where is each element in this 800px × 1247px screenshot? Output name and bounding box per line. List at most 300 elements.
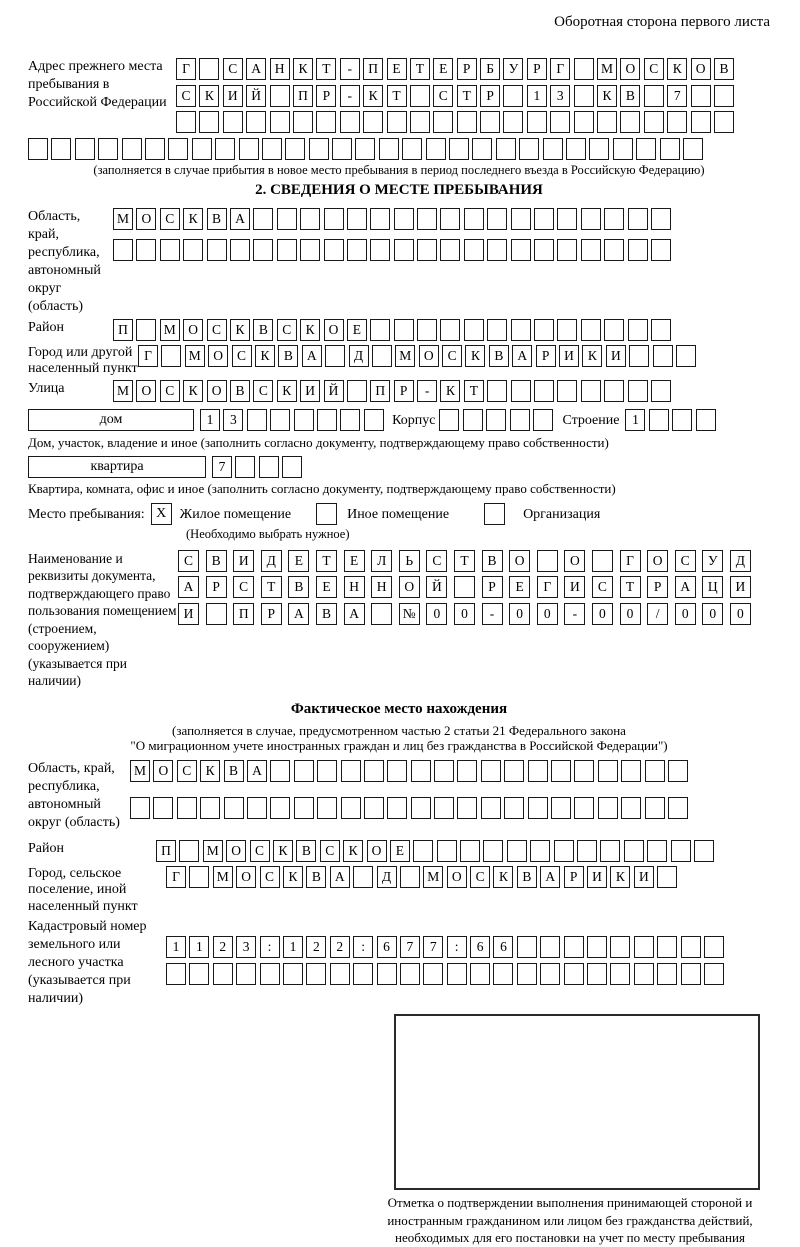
char-cell[interactable] (353, 963, 373, 985)
char-cell[interactable] (434, 760, 454, 782)
char-cell[interactable] (487, 380, 507, 402)
char-cell[interactable] (439, 409, 459, 431)
char-cell[interactable] (161, 345, 181, 367)
char-cell[interactable]: Р (394, 380, 414, 402)
char-cell[interactable]: С (253, 380, 273, 402)
char-cell[interactable] (550, 111, 570, 133)
char-cell[interactable] (370, 319, 390, 341)
char-cell[interactable] (487, 319, 507, 341)
char-cell[interactable]: Й (324, 380, 344, 402)
char-cell[interactable] (577, 840, 597, 862)
char-cell[interactable]: 0 (509, 603, 530, 625)
char-cell[interactable] (189, 866, 209, 888)
char-cell[interactable] (634, 963, 654, 985)
char-cell[interactable]: К (440, 380, 460, 402)
char-cell[interactable] (341, 797, 361, 819)
char-cell[interactable] (270, 85, 290, 107)
al-kadastr-row-2[interactable] (166, 963, 727, 985)
char-cell[interactable]: И (178, 603, 199, 625)
char-cell[interactable]: К (610, 866, 630, 888)
char-cell[interactable]: В (489, 345, 509, 367)
char-cell[interactable] (262, 138, 282, 160)
char-cell[interactable] (574, 797, 594, 819)
char-cell[interactable]: У (702, 550, 723, 572)
char-cell[interactable]: С (232, 345, 252, 367)
char-cell[interactable] (400, 963, 420, 985)
char-cell[interactable]: С (426, 550, 447, 572)
char-cell[interactable] (598, 797, 618, 819)
char-cell[interactable]: И (300, 380, 320, 402)
char-cell[interactable]: О (153, 760, 173, 782)
char-cell[interactable]: М (423, 866, 443, 888)
s2-document-row-1[interactable] (178, 550, 757, 572)
char-cell[interactable]: М (113, 208, 133, 230)
char-cell[interactable] (681, 936, 701, 958)
char-cell[interactable] (636, 138, 656, 160)
char-cell[interactable]: Т (261, 576, 282, 598)
char-cell[interactable] (598, 760, 618, 782)
char-cell[interactable]: С (207, 319, 227, 341)
char-cell[interactable] (199, 111, 219, 133)
char-cell[interactable]: А (344, 603, 365, 625)
char-cell[interactable]: Ц (702, 576, 723, 598)
char-cell[interactable] (260, 963, 280, 985)
char-cell[interactable]: 2 (330, 936, 350, 958)
char-cell[interactable] (325, 345, 345, 367)
char-cell[interactable] (564, 936, 584, 958)
char-cell[interactable] (557, 208, 577, 230)
char-cell[interactable] (507, 840, 527, 862)
char-cell[interactable] (691, 111, 711, 133)
char-cell[interactable] (236, 963, 256, 985)
char-cell[interactable] (177, 797, 197, 819)
char-cell[interactable] (387, 111, 407, 133)
char-cell[interactable]: К (363, 85, 383, 107)
char-cell[interactable]: С (260, 866, 280, 888)
char-cell[interactable] (628, 208, 648, 230)
char-cell[interactable]: Т (457, 85, 477, 107)
char-cell[interactable]: И (564, 576, 585, 598)
char-cell[interactable] (621, 760, 641, 782)
char-cell[interactable]: О (236, 866, 256, 888)
char-cell[interactable]: М (213, 866, 233, 888)
char-cell[interactable]: 7 (667, 85, 687, 107)
char-cell[interactable]: / (647, 603, 668, 625)
al-gorod-row[interactable] (166, 866, 681, 888)
char-cell[interactable] (440, 208, 460, 230)
char-cell[interactable] (651, 208, 671, 230)
char-cell[interactable] (282, 456, 302, 478)
char-cell[interactable]: 0 (620, 603, 641, 625)
char-cell[interactable] (540, 963, 560, 985)
char-cell[interactable] (434, 797, 454, 819)
char-cell[interactable] (714, 85, 734, 107)
char-cell[interactable]: К (255, 345, 275, 367)
char-cell[interactable] (411, 760, 431, 782)
char-cell[interactable]: К (343, 840, 363, 862)
char-cell[interactable] (651, 380, 671, 402)
char-cell[interactable] (704, 963, 724, 985)
char-cell[interactable]: 0 (675, 603, 696, 625)
char-cell[interactable]: К (183, 208, 203, 230)
char-cell[interactable] (377, 963, 397, 985)
char-cell[interactable]: В (296, 840, 316, 862)
char-cell[interactable]: О (691, 58, 711, 80)
char-cell[interactable] (581, 319, 601, 341)
char-cell[interactable]: - (482, 603, 503, 625)
prev-address-row-3[interactable] (176, 111, 737, 133)
char-cell[interactable]: 0 (454, 603, 475, 625)
char-cell[interactable] (437, 840, 457, 862)
char-cell[interactable] (394, 239, 414, 261)
char-cell[interactable]: М (203, 840, 223, 862)
char-cell[interactable] (300, 208, 320, 230)
char-cell[interactable]: О (564, 550, 585, 572)
s2-rayon-row[interactable] (113, 319, 674, 341)
char-cell[interactable] (330, 963, 350, 985)
char-cell[interactable]: О (620, 58, 640, 80)
char-cell[interactable] (621, 797, 641, 819)
char-cell[interactable] (574, 85, 594, 107)
char-cell[interactable] (113, 239, 133, 261)
char-cell[interactable]: П (233, 603, 254, 625)
char-cell[interactable] (247, 409, 267, 431)
char-cell[interactable] (581, 239, 601, 261)
char-cell[interactable] (433, 111, 453, 133)
char-cell[interactable] (597, 111, 617, 133)
char-cell[interactable] (440, 239, 460, 261)
char-cell[interactable]: Г (537, 576, 558, 598)
al-rayon-row[interactable] (156, 840, 717, 862)
char-cell[interactable]: В (206, 550, 227, 572)
char-cell[interactable] (413, 840, 433, 862)
char-cell[interactable] (667, 111, 687, 133)
char-cell[interactable] (235, 456, 255, 478)
char-cell[interactable]: Р (480, 85, 500, 107)
char-cell[interactable] (486, 409, 506, 431)
char-cell[interactable] (160, 239, 180, 261)
char-cell[interactable] (511, 239, 531, 261)
char-cell[interactable] (75, 138, 95, 160)
char-cell[interactable]: С (470, 866, 490, 888)
char-cell[interactable] (464, 319, 484, 341)
char-cell[interactable]: Е (509, 576, 530, 598)
char-cell[interactable]: В (207, 208, 227, 230)
char-cell[interactable] (199, 58, 219, 80)
char-cell[interactable]: В (316, 603, 337, 625)
char-cell[interactable]: Т (454, 550, 475, 572)
char-cell[interactable]: 2 (306, 936, 326, 958)
char-cell[interactable] (454, 576, 475, 598)
char-cell[interactable] (400, 866, 420, 888)
char-cell[interactable] (483, 840, 503, 862)
char-cell[interactable] (551, 797, 571, 819)
char-cell[interactable] (510, 409, 530, 431)
char-cell[interactable] (122, 138, 142, 160)
char-cell[interactable]: А (247, 760, 267, 782)
char-cell[interactable] (651, 319, 671, 341)
char-cell[interactable] (463, 409, 483, 431)
char-cell[interactable]: Р (206, 576, 227, 598)
char-cell[interactable]: И (559, 345, 579, 367)
char-cell[interactable] (470, 963, 490, 985)
char-cell[interactable] (324, 208, 344, 230)
char-cell[interactable] (696, 409, 716, 431)
char-cell[interactable]: В (306, 866, 326, 888)
char-cell[interactable] (176, 111, 196, 133)
char-cell[interactable]: В (288, 576, 309, 598)
char-cell[interactable]: № (399, 603, 420, 625)
char-cell[interactable] (672, 409, 692, 431)
char-cell[interactable] (294, 409, 314, 431)
char-cell[interactable] (394, 208, 414, 230)
char-cell[interactable]: О (226, 840, 246, 862)
char-cell[interactable] (503, 85, 523, 107)
char-cell[interactable] (587, 936, 607, 958)
char-cell[interactable] (379, 138, 399, 160)
char-cell[interactable] (694, 840, 714, 862)
char-cell[interactable] (207, 239, 227, 261)
char-cell[interactable] (534, 239, 554, 261)
char-cell[interactable]: Т (387, 85, 407, 107)
char-cell[interactable]: 2 (213, 936, 233, 958)
char-cell[interactable]: 3 (223, 409, 243, 431)
char-cell[interactable]: О (136, 380, 156, 402)
char-cell[interactable]: К (277, 380, 297, 402)
char-cell[interactable] (294, 760, 314, 782)
char-cell[interactable] (153, 797, 173, 819)
char-cell[interactable] (527, 111, 547, 133)
char-cell[interactable] (213, 963, 233, 985)
char-cell[interactable]: Г (550, 58, 570, 80)
char-cell[interactable] (628, 239, 648, 261)
char-cell[interactable] (634, 936, 654, 958)
char-cell[interactable] (206, 603, 227, 625)
char-cell[interactable]: А (675, 576, 696, 598)
char-cell[interactable]: С (178, 550, 199, 572)
char-cell[interactable] (410, 111, 430, 133)
char-cell[interactable] (457, 111, 477, 133)
char-cell[interactable]: К (300, 319, 320, 341)
char-cell[interactable] (604, 208, 624, 230)
char-cell[interactable]: И (606, 345, 626, 367)
char-cell[interactable]: С (250, 840, 270, 862)
char-cell[interactable] (215, 138, 235, 160)
char-cell[interactable]: 1 (625, 409, 645, 431)
char-cell[interactable] (528, 760, 548, 782)
char-cell[interactable] (370, 239, 390, 261)
char-cell[interactable] (285, 138, 305, 160)
char-cell[interactable]: В (517, 866, 537, 888)
char-cell[interactable]: 0 (702, 603, 723, 625)
char-cell[interactable] (353, 866, 373, 888)
char-cell[interactable] (504, 797, 524, 819)
char-cell[interactable] (604, 319, 624, 341)
char-cell[interactable] (660, 138, 680, 160)
char-cell[interactable] (136, 239, 156, 261)
char-cell[interactable] (246, 111, 266, 133)
char-cell[interactable] (98, 138, 118, 160)
char-cell[interactable] (564, 963, 584, 985)
char-cell[interactable]: В (224, 760, 244, 782)
char-cell[interactable]: Д (377, 866, 397, 888)
char-cell[interactable]: Т (620, 576, 641, 598)
char-cell[interactable]: К (283, 866, 303, 888)
char-cell[interactable]: А (230, 208, 250, 230)
s2-stroenie-cells[interactable] (625, 409, 719, 431)
char-cell[interactable] (681, 963, 701, 985)
char-cell[interactable]: А (540, 866, 560, 888)
char-cell[interactable]: - (417, 380, 437, 402)
char-cell[interactable]: В (253, 319, 273, 341)
char-cell[interactable] (503, 111, 523, 133)
char-cell[interactable] (557, 239, 577, 261)
char-cell[interactable] (528, 797, 548, 819)
char-cell[interactable]: В (230, 380, 250, 402)
char-cell[interactable] (230, 239, 250, 261)
char-cell[interactable] (581, 208, 601, 230)
char-cell[interactable] (189, 963, 209, 985)
char-cell[interactable] (534, 319, 554, 341)
char-cell[interactable] (340, 111, 360, 133)
char-cell[interactable] (51, 138, 71, 160)
char-cell[interactable]: Л (371, 550, 392, 572)
char-cell[interactable]: М (395, 345, 415, 367)
char-cell[interactable]: К (200, 760, 220, 782)
char-cell[interactable] (493, 963, 513, 985)
char-cell[interactable]: М (130, 760, 150, 782)
char-cell[interactable]: К (493, 866, 513, 888)
char-cell[interactable] (341, 760, 361, 782)
char-cell[interactable] (629, 345, 649, 367)
char-cell[interactable] (293, 111, 313, 133)
char-cell[interactable]: 7 (212, 456, 232, 478)
char-cell[interactable] (447, 963, 467, 985)
char-cell[interactable] (691, 85, 711, 107)
char-cell[interactable]: 1 (166, 936, 186, 958)
char-cell[interactable] (644, 85, 664, 107)
char-cell[interactable] (417, 208, 437, 230)
char-cell[interactable] (355, 138, 375, 160)
char-cell[interactable] (410, 85, 430, 107)
char-cell[interactable] (534, 208, 554, 230)
char-cell[interactable] (464, 239, 484, 261)
char-cell[interactable]: И (223, 85, 243, 107)
char-cell[interactable] (387, 797, 407, 819)
char-cell[interactable]: Е (316, 576, 337, 598)
char-cell[interactable]: Е (347, 319, 367, 341)
char-cell[interactable]: О (367, 840, 387, 862)
char-cell[interactable] (309, 138, 329, 160)
char-cell[interactable]: В (620, 85, 640, 107)
char-cell[interactable] (317, 409, 337, 431)
char-cell[interactable]: : (260, 936, 280, 958)
char-cell[interactable] (543, 138, 563, 160)
char-cell[interactable] (364, 797, 384, 819)
char-cell[interactable]: И (587, 866, 607, 888)
char-cell[interactable] (200, 797, 220, 819)
char-cell[interactable]: Г (138, 345, 158, 367)
char-cell[interactable]: Т (464, 380, 484, 402)
char-cell[interactable]: С (320, 840, 340, 862)
s2-document-row-3[interactable] (178, 603, 757, 625)
char-cell[interactable] (253, 208, 273, 230)
al-oblast-row-2[interactable] (130, 797, 691, 819)
char-cell[interactable]: С (233, 576, 254, 598)
char-cell[interactable]: О (509, 550, 530, 572)
prev-address-row-4[interactable] (28, 138, 770, 160)
char-cell[interactable]: Ь (399, 550, 420, 572)
s2-korpus-cells[interactable] (439, 409, 556, 431)
char-cell[interactable]: Г (166, 866, 186, 888)
char-cell[interactable]: Т (316, 550, 337, 572)
char-cell[interactable] (628, 380, 648, 402)
char-cell[interactable]: Й (426, 576, 447, 598)
char-cell[interactable] (317, 760, 337, 782)
char-cell[interactable]: А (178, 576, 199, 598)
char-cell[interactable]: М (160, 319, 180, 341)
char-cell[interactable]: К (597, 85, 617, 107)
char-cell[interactable]: Р (316, 85, 336, 107)
char-cell[interactable]: Н (270, 58, 290, 80)
char-cell[interactable] (239, 138, 259, 160)
char-cell[interactable] (534, 380, 554, 402)
char-cell[interactable] (592, 550, 613, 572)
char-cell[interactable]: С (160, 380, 180, 402)
char-cell[interactable] (589, 138, 609, 160)
char-cell[interactable] (511, 319, 531, 341)
char-cell[interactable] (423, 963, 443, 985)
char-cell[interactable] (657, 866, 677, 888)
char-cell[interactable] (537, 550, 558, 572)
char-cell[interactable] (332, 138, 352, 160)
char-cell[interactable]: Е (390, 840, 410, 862)
char-cell[interactable]: 1 (527, 85, 547, 107)
char-cell[interactable] (270, 409, 290, 431)
char-cell[interactable]: 7 (423, 936, 443, 958)
char-cell[interactable] (574, 111, 594, 133)
char-cell[interactable]: Е (433, 58, 453, 80)
char-cell[interactable]: 6 (493, 936, 513, 958)
char-cell[interactable] (540, 936, 560, 958)
char-cell[interactable] (372, 345, 392, 367)
char-cell[interactable]: 1 (283, 936, 303, 958)
char-cell[interactable]: О (324, 319, 344, 341)
char-cell[interactable]: 0 (730, 603, 751, 625)
char-cell[interactable]: М (185, 345, 205, 367)
char-cell[interactable] (324, 239, 344, 261)
char-cell[interactable] (253, 239, 273, 261)
char-cell[interactable]: В (278, 345, 298, 367)
char-cell[interactable]: - (340, 58, 360, 80)
residential-checkbox[interactable]: X (151, 503, 172, 525)
char-cell[interactable] (417, 239, 437, 261)
char-cell[interactable] (394, 319, 414, 341)
char-cell[interactable]: П (363, 58, 383, 80)
char-cell[interactable] (464, 208, 484, 230)
char-cell[interactable] (645, 797, 665, 819)
char-cell[interactable] (270, 111, 290, 133)
char-cell[interactable]: 6 (470, 936, 490, 958)
char-cell[interactable] (557, 319, 577, 341)
char-cell[interactable] (511, 208, 531, 230)
char-cell[interactable] (364, 760, 384, 782)
char-cell[interactable]: Т (316, 58, 336, 80)
char-cell[interactable]: В (714, 58, 734, 80)
other-premises-checkbox[interactable] (316, 503, 337, 525)
char-cell[interactable]: С (223, 58, 243, 80)
char-cell[interactable] (168, 138, 188, 160)
